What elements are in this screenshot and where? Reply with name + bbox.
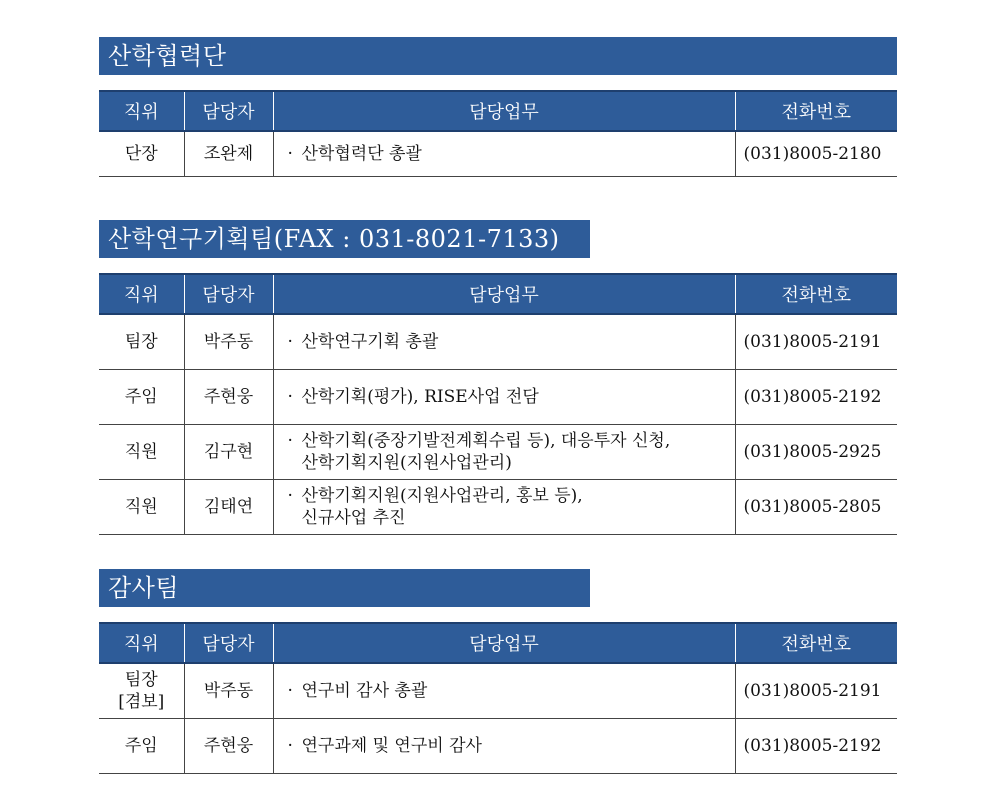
duty-text: 산학기획(중장기발전계획수립 등), 대응투자 신청, [301, 431, 671, 451]
header-phone: 전화번호 [735, 91, 897, 131]
duty-text: 산학협력단 총괄 [301, 144, 422, 164]
header-duty: 담당업무 [273, 91, 735, 131]
position-cell: 직원 [99, 480, 184, 535]
person-cell: 주현웅 [184, 719, 273, 774]
section-title: 감사팀 [99, 569, 590, 607]
table-row [99, 425, 897, 480]
table-row [99, 370, 897, 425]
position-cell: 팀장 [99, 314, 184, 370]
phone-cell: (031)8005-2191 [735, 663, 897, 719]
section-planning-team [99, 220, 897, 535]
section-sanhak [99, 37, 897, 177]
table-row [99, 663, 897, 719]
duty-cell [273, 719, 735, 774]
section-title: 산학협력단 [99, 37, 897, 75]
bullet-icon: · [287, 332, 293, 352]
duty-text-continued: 산학기획지원(지원사업관리) [301, 453, 512, 473]
table-header-row [99, 623, 897, 663]
duty-text-continued: 신규사업 추진 [301, 508, 406, 528]
duty-cell [273, 314, 735, 370]
table-row [99, 314, 897, 370]
position-cell: 주임 [99, 719, 184, 774]
duty-text: 연구비 감사 총괄 [301, 681, 428, 701]
table-header-row [99, 91, 897, 131]
table-row [99, 131, 897, 177]
table-row [99, 719, 897, 774]
header-phone: 전화번호 [735, 274, 897, 314]
header-person: 담당자 [184, 91, 273, 131]
header-person: 담당자 [184, 274, 273, 314]
duty-text: 산학연구기획 총괄 [301, 332, 439, 352]
duty-cell [273, 131, 735, 177]
position-cell: 주임 [99, 370, 184, 425]
table-row [99, 480, 897, 535]
header-person: 담당자 [184, 623, 273, 663]
header-duty: 담당업무 [273, 623, 735, 663]
duty-text: 산학기획(평가), RISE사업 전담 [301, 387, 539, 407]
person-cell: 조완제 [184, 131, 273, 177]
bullet-icon: · [287, 486, 293, 506]
phone-cell: (031)8005-2805 [735, 480, 897, 535]
duty-cell [273, 663, 735, 719]
staff-table [99, 90, 897, 177]
header-position: 직위 [99, 623, 184, 663]
table-header-row [99, 274, 897, 314]
staff-table [99, 622, 897, 774]
header-position: 직위 [99, 274, 184, 314]
position-subtext: [겸보] [118, 692, 165, 712]
header-duty: 담당업무 [273, 274, 735, 314]
position-cell [99, 663, 184, 719]
duty-text: 산학기획지원(지원사업관리, 홍보 등), [301, 486, 583, 506]
header-position: 직위 [99, 91, 184, 131]
phone-cell: (031)8005-2180 [735, 131, 897, 177]
bullet-icon: · [287, 144, 293, 164]
bullet-icon: · [287, 431, 293, 451]
duty-text: 연구과제 및 연구비 감사 [301, 736, 482, 756]
person-cell: 김태연 [184, 480, 273, 535]
section-title: 산학연구기획팀(FAX : 031-8021-7133) [99, 220, 590, 258]
person-cell: 박주동 [184, 663, 273, 719]
phone-cell: (031)8005-2192 [735, 719, 897, 774]
duty-cell [273, 370, 735, 425]
person-cell: 주현웅 [184, 370, 273, 425]
bullet-icon: · [287, 681, 293, 701]
position-cell: 단장 [99, 131, 184, 177]
section-audit-team [99, 569, 897, 774]
person-cell: 박주동 [184, 314, 273, 370]
phone-cell: (031)8005-2191 [735, 314, 897, 370]
position-text: 팀장 [124, 670, 158, 690]
staff-table [99, 273, 897, 535]
phone-cell: (031)8005-2192 [735, 370, 897, 425]
header-phone: 전화번호 [735, 623, 897, 663]
position-cell: 직원 [99, 425, 184, 480]
bullet-icon: · [287, 387, 293, 407]
duty-cell [273, 425, 735, 480]
duty-cell [273, 480, 735, 535]
phone-cell: (031)8005-2925 [735, 425, 897, 480]
bullet-icon: · [287, 736, 293, 756]
person-cell: 김구현 [184, 425, 273, 480]
